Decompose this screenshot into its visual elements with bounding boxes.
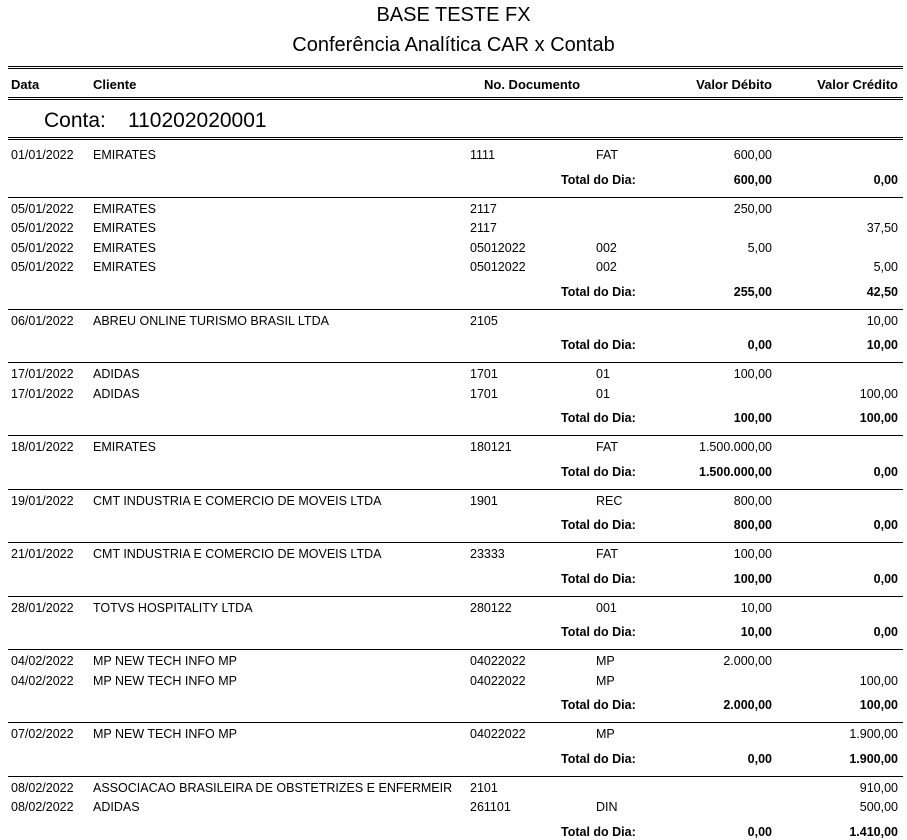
day-total-credit: 100,00 (859, 411, 898, 425)
row-date: 28/01/2022 (11, 600, 74, 615)
row-credit: 10,00 (866, 313, 898, 328)
row-date: 04/02/2022 (11, 654, 74, 668)
header-bottom-line-2 (8, 99, 903, 100)
row-document: 1901 (470, 493, 498, 508)
row-document: 04022022 (470, 673, 526, 688)
day-total-label: Total do Dia: (561, 571, 636, 586)
day-total-debit: 0,00 (747, 338, 772, 352)
row-date: 21/01/2022 (11, 547, 74, 561)
day-total-label: Total do Dia: (561, 625, 636, 639)
day-separator (8, 309, 903, 310)
day-separator (8, 596, 903, 597)
day-total-credit: 1.410,00 (849, 824, 898, 839)
day-total-credit: 0,00 (873, 464, 898, 479)
row-client: TOTVS HOSPITALITY LTDA (93, 600, 253, 615)
day-total-credit: 0,00 (873, 571, 898, 586)
row-document: 04022022 (470, 654, 526, 668)
day-total-debit: 0,00 (747, 824, 772, 839)
day-total-debit: 100,00 (733, 571, 772, 586)
row-document: 23333 (470, 547, 505, 561)
column-header-credito: Valor Crédito (817, 77, 898, 92)
row-document: 280122 (470, 600, 512, 615)
row-client: EMIRATES (93, 440, 156, 454)
row-client: EMIRATES (93, 148, 156, 162)
row-doc-type: 001 (596, 600, 617, 615)
row-credit: 5,00 (873, 260, 898, 274)
day-total-label: Total do Dia: (561, 518, 636, 532)
row-debit: 1.500.000,00 (699, 440, 772, 454)
row-doc-type: DIN (596, 800, 618, 814)
row-doc-type: FAT (596, 547, 618, 561)
day-total-credit: 10,00 (866, 338, 898, 352)
column-header-debito: Valor Débito (696, 77, 772, 92)
day-total-label: Total do Dia: (561, 464, 636, 479)
day-total-debit: 100,00 (733, 411, 772, 425)
row-date: 06/01/2022 (11, 313, 74, 328)
day-total-credit: 1.900,00 (849, 751, 898, 766)
row-client: ASSOCIACAO BRASILEIRA DE OBSTETRIZES E ENFERMEIR (93, 780, 453, 795)
row-doc-type: 01 (596, 367, 610, 381)
row-document: 05012022 (470, 260, 526, 274)
day-total-credit: 100,00 (859, 698, 898, 712)
row-credit: 1.900,00 (849, 727, 898, 741)
row-date: 05/01/2022 (11, 221, 74, 235)
day-total-debit: 1.500.000,00 (699, 464, 772, 479)
row-debit: 10,00 (740, 600, 772, 615)
header-top-line-2 (8, 68, 903, 69)
column-header-data: Data (11, 77, 40, 92)
day-total-debit: 10,00 (740, 625, 772, 639)
row-credit: 910,00 (859, 780, 898, 795)
row-date: 01/01/2022 (11, 148, 74, 162)
day-separator (8, 197, 903, 198)
row-doc-type: MP (596, 673, 615, 688)
row-debit: 100,00 (733, 367, 772, 381)
row-client: ADIDAS (93, 367, 140, 381)
row-document: 1111 (470, 148, 496, 162)
row-doc-type: REC (596, 493, 623, 508)
day-total-debit: 0,00 (747, 751, 772, 766)
conta-line (8, 137, 903, 138)
conta-label: Conta: (44, 109, 106, 132)
day-total-credit: 0,00 (873, 172, 898, 187)
row-date: 05/01/2022 (11, 201, 74, 216)
conta-number: 110202020001 (128, 109, 267, 132)
row-client: MP NEW TECH INFO MP (93, 673, 237, 688)
day-total-credit: 0,00 (873, 518, 898, 532)
row-document: 2117 (470, 201, 497, 216)
row-date: 18/01/2022 (11, 440, 74, 454)
row-credit: 100,00 (859, 386, 898, 401)
row-document: 05012022 (470, 240, 526, 255)
row-document: 1701 (470, 367, 498, 381)
day-separator (8, 542, 903, 543)
row-doc-type: 002 (596, 260, 617, 274)
report-subtitle: Conferência Analítica CAR x Contab (292, 34, 615, 56)
row-document: 1701 (470, 386, 498, 401)
row-date: 08/02/2022 (11, 800, 74, 814)
day-total-label: Total do Dia: (561, 338, 636, 352)
row-client: ABREU ONLINE TURISMO BRASIL LTDA (93, 313, 329, 328)
row-client: EMIRATES (93, 260, 156, 274)
row-document: 261101 (470, 800, 511, 814)
column-header-cliente: Cliente (93, 77, 137, 92)
header-bottom-line (8, 97, 903, 98)
row-client: EMIRATES (93, 240, 156, 255)
day-separator (8, 722, 903, 723)
day-total-debit: 600,00 (733, 172, 772, 187)
row-date: 08/02/2022 (11, 780, 74, 795)
row-document: 2101 (470, 780, 498, 795)
row-client: CMT INDUSTRIA E COMERCIO DE MOVEIS LTDA (93, 547, 382, 561)
row-date: 07/02/2022 (11, 727, 74, 741)
row-client: CMT INDUSTRIA E COMERCIO DE MOVEIS LTDA (93, 493, 382, 508)
header-top-line (8, 66, 903, 67)
row-document: 04022022 (470, 727, 526, 741)
row-credit: 100,00 (859, 673, 898, 688)
conta-line-2 (8, 139, 903, 140)
day-total-label: Total do Dia: (561, 698, 636, 712)
row-debit: 800,00 (733, 493, 772, 508)
row-document: 2105 (470, 313, 498, 328)
day-total-label: Total do Dia: (561, 751, 636, 766)
row-doc-type: MP (596, 727, 615, 741)
day-total-label: Total do Dia: (561, 824, 636, 839)
row-debit: 600,00 (733, 148, 772, 162)
row-debit: 5,00 (747, 240, 772, 255)
row-doc-type: 01 (596, 386, 610, 401)
day-total-debit: 800,00 (733, 518, 772, 532)
row-date: 17/01/2022 (11, 386, 74, 401)
day-separator (8, 649, 903, 650)
row-date: 19/01/2022 (11, 493, 74, 508)
day-total-debit: 255,00 (733, 284, 772, 299)
row-doc-type: FAT (596, 148, 618, 162)
day-total-label: Total do Dia: (561, 284, 636, 299)
column-header-documento: No. Documento (484, 77, 581, 92)
row-document: 2117 (470, 221, 497, 235)
row-doc-type: 002 (596, 240, 617, 255)
row-date: 05/01/2022 (11, 240, 74, 255)
row-client: EMIRATES (93, 201, 156, 216)
row-date: 17/01/2022 (11, 367, 74, 381)
report-title: BASE TESTE FX (376, 4, 531, 26)
day-total-credit: 42,50 (866, 284, 898, 299)
row-doc-type: MP (596, 654, 615, 668)
row-credit: 37,50 (866, 221, 898, 235)
day-separator (8, 776, 903, 777)
row-client: EMIRATES (93, 221, 156, 235)
row-credit: 500,00 (859, 800, 898, 814)
day-total-debit: 2.000,00 (723, 698, 772, 712)
day-total-credit: 0,00 (873, 625, 898, 639)
row-client: ADIDAS (93, 386, 140, 401)
row-client: ADIDAS (93, 800, 140, 814)
row-client: MP NEW TECH INFO MP (93, 727, 237, 741)
row-debit: 2.000,00 (723, 654, 772, 668)
row-doc-type: FAT (596, 440, 618, 454)
row-client: MP NEW TECH INFO MP (93, 654, 237, 668)
day-total-label: Total do Dia: (561, 172, 636, 187)
row-debit: 250,00 (733, 201, 772, 216)
row-debit: 100,00 (733, 547, 772, 561)
row-date: 05/01/2022 (11, 260, 74, 274)
row-date: 04/02/2022 (11, 673, 74, 688)
row-document: 180121 (470, 440, 512, 454)
day-separator (8, 362, 903, 363)
day-separator (8, 489, 903, 490)
day-total-label: Total do Dia: (561, 411, 636, 425)
day-separator (8, 435, 903, 436)
